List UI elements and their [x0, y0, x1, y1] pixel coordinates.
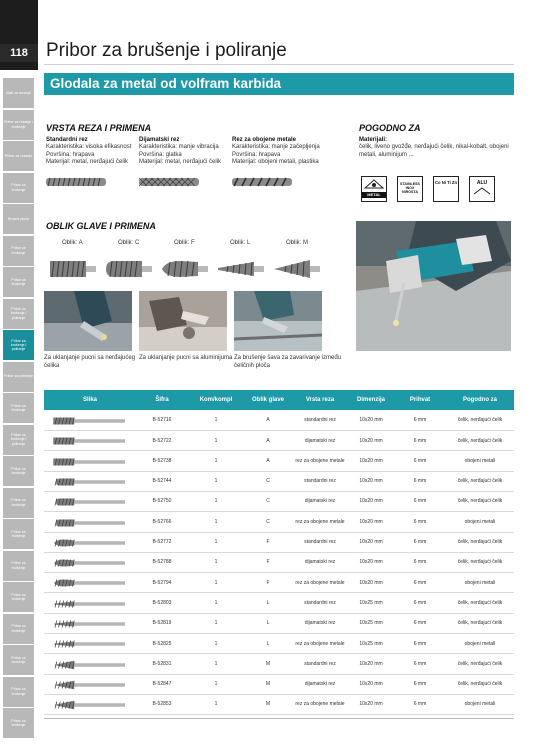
cut-type-title: Rez za obojene metale — [232, 137, 297, 143]
table-row — [44, 553, 514, 573]
sidebar-tab[interactable]: Pribor za brušenje i poliranje — [3, 330, 34, 360]
cell-cut: rez za obojene metale — [295, 457, 345, 464]
suitable-heading: POGODNO ZA — [359, 123, 421, 133]
sidebar-tab[interactable]: Pribor za brušenje — [3, 708, 34, 738]
sidebar-tab[interactable]: Pribor za poliranje — [3, 362, 34, 392]
cell-dimension: 10x20 mm — [359, 518, 383, 525]
cell-qty: 1 — [214, 539, 218, 545]
cell-shape: L — [266, 599, 270, 606]
shape-l-image — [216, 256, 264, 282]
table-row — [44, 452, 514, 472]
sidebar-tab[interactable]: Pribor za brušenje — [3, 456, 34, 486]
cell-suitable: čelik, nerđajući čelik — [457, 539, 503, 545]
cell-code: B-52722 — [152, 437, 172, 444]
cell-qty: 1 — [214, 640, 218, 647]
grinder-usage-photo — [356, 221, 511, 351]
shape-label-a: Oblik: A — [62, 240, 83, 246]
cell-dimension: 10x20 mm — [359, 417, 383, 424]
cell-qty: 1 — [214, 599, 218, 606]
cell-cut: standardni rez — [304, 478, 336, 485]
cut-type-nonferrous — [232, 137, 330, 166]
cell-dimension: 10x20 mm — [359, 457, 383, 464]
standard-cut-image — [46, 176, 106, 188]
tool-image — [44, 573, 136, 593]
cell-shank: 6 mm — [413, 620, 427, 627]
cell-shape: A — [266, 457, 270, 464]
sidebar-tab[interactable]: Pribor za brušenje — [3, 393, 34, 423]
cell-code: B-52750 — [152, 498, 172, 505]
tool-image — [44, 675, 136, 695]
table-row — [44, 655, 514, 675]
col-header-suitable: Pogodno za — [463, 397, 497, 403]
cut-type-line: Materijal: metal, nerđajući čelik — [139, 158, 222, 165]
cell-qty: 1 — [214, 437, 218, 444]
cell-shape: F — [266, 539, 270, 545]
cell-qty: 1 — [214, 457, 218, 464]
sidebar-tab[interactable]: Pribor za rezanje i brušenje — [3, 110, 34, 140]
cut-type-line: Karakteristika: visoka efikasnost — [46, 144, 132, 151]
table-row — [44, 411, 514, 431]
cell-dimension: 10x25 mm — [359, 620, 383, 627]
shape-label-l: Oblik: L — [230, 240, 251, 246]
cell-dimension: 10x20 mm — [359, 437, 383, 444]
sidebar-tab[interactable]: Pribor za brušenje — [3, 645, 34, 675]
cell-shank: 6 mm — [413, 437, 427, 444]
cell-suitable: obojeni metali — [464, 518, 496, 525]
shape-a-image — [48, 256, 96, 282]
tool-image — [44, 431, 136, 451]
table-row — [44, 492, 514, 512]
cell-qty: 1 — [214, 660, 218, 667]
cell-shape: M — [265, 681, 271, 688]
materials-text: čelik, liveno gvožđe, nerđajući čelik, nikal-kobalt, obojeni metali, aluminijum ... — [359, 144, 509, 158]
cell-qty: 1 — [214, 620, 218, 627]
weld-application-photo — [234, 291, 322, 351]
cell-shank: 6 mm — [413, 701, 427, 708]
shape-label-m: Oblik: M — [286, 240, 309, 246]
table-row — [44, 472, 514, 492]
col-header-qty: Kom/kompl — [199, 397, 233, 403]
cell-code: B-52825 — [152, 640, 172, 647]
cell-cut: dijamatski rez — [304, 681, 336, 688]
cell-suitable: čelik, nerđajući čelik — [457, 437, 503, 444]
shape-section-heading: OBLIK GLAVE I PRIMENA — [46, 221, 156, 231]
aluminium-application-photo — [139, 291, 227, 351]
section-banner: Glodala za metal od volfram karbida — [44, 73, 514, 95]
sidebar-tab[interactable]: Pribor za brušenje i poliranje — [3, 425, 34, 455]
product-table-header — [44, 390, 514, 410]
nonferrous-cut-image — [232, 176, 292, 188]
col-header-dimension: Dimenzija — [356, 397, 385, 403]
page-number: 118 — [0, 44, 38, 62]
cell-dimension: 10x20 mm — [359, 478, 383, 485]
cell-suitable: čelik, nerđajući čelik — [457, 599, 503, 606]
table-row — [44, 431, 514, 451]
cell-shape: M — [265, 660, 271, 667]
cell-shank: 6 mm — [413, 640, 427, 647]
sidebar-tab[interactable]: Pribor za brušenje — [3, 582, 34, 612]
cell-dimension: 10x20 mm — [359, 539, 383, 545]
stainless-icon: STAINLESS INOX NIROSTA — [397, 176, 423, 202]
cell-code: B-52738 — [152, 457, 172, 464]
cell-code: B-52772 — [152, 539, 172, 545]
tool-image — [44, 614, 136, 634]
sidebar-tab[interactable]: Pribor za brušenje — [3, 173, 34, 203]
cell-shape: L — [266, 640, 270, 647]
table-row — [44, 695, 514, 715]
sidebar-tab[interactable]: Pribor za brušenje — [3, 519, 34, 549]
cell-cut: rez za obojene metale — [295, 701, 345, 708]
cell-cut: dijamatski rez — [304, 498, 336, 505]
shape-m-image — [272, 256, 320, 282]
section-sidebar — [0, 0, 38, 755]
cell-cut: standardni rez — [304, 417, 336, 424]
tool-image — [44, 472, 136, 492]
cell-dimension: 10x20 mm — [359, 579, 383, 586]
cell-cut: standardni rez — [304, 599, 336, 606]
cell-code: B-52744 — [152, 478, 172, 485]
sidebar-tab[interactable]: Pribor za brušenje — [3, 677, 34, 707]
cell-qty: 1 — [214, 701, 218, 708]
cell-shank: 6 mm — [413, 559, 427, 566]
cell-dimension: 10x20 mm — [359, 701, 383, 708]
cell-dimension: 10x20 mm — [359, 681, 383, 688]
cut-type-standard — [46, 137, 144, 166]
tool-image — [44, 513, 136, 533]
cell-shape: M — [265, 701, 271, 708]
cut-type-line: Površina: glatka — [139, 151, 182, 158]
table-row — [44, 573, 514, 593]
cell-shank: 6 mm — [413, 457, 427, 464]
cell-code: B-52831 — [152, 660, 172, 667]
col-header-image: Slika — [82, 397, 97, 403]
cell-suitable: čelik, nerđajući čelik — [457, 417, 503, 424]
caption-stainless: Za uklanjanje pucni sa nerđajućeg čelika — [44, 355, 136, 369]
tool-image — [44, 492, 136, 512]
cell-shank: 6 mm — [413, 660, 427, 667]
tool-image — [44, 634, 136, 654]
table-row — [44, 513, 514, 533]
tool-image — [44, 695, 136, 715]
cell-suitable: obojeni metali — [464, 701, 496, 708]
cell-suitable: čelik, nerđajući čelik — [457, 498, 503, 505]
cut-type-line: Materijal: metal, nerđajući čelik — [46, 158, 129, 165]
cell-code: B-52803 — [152, 599, 172, 606]
sidebar-tab[interactable]: Pribor za brušenje — [3, 488, 34, 518]
cell-dimension: 10x25 mm — [359, 640, 383, 647]
cell-shank: 6 mm — [413, 599, 427, 606]
materials-title: Materijali: — [359, 137, 388, 143]
cell-suitable: obojeni metali — [464, 579, 496, 586]
materials-block — [359, 137, 511, 159]
cell-cut: rez za obojene metale — [295, 518, 345, 525]
cell-dimension: 10x25 mm — [359, 599, 383, 606]
stainless-application-photo — [44, 291, 132, 351]
cell-shape: C — [266, 478, 270, 485]
shape-c-image — [104, 256, 152, 282]
cell-shank: 6 mm — [413, 681, 427, 688]
cell-shank: 6 mm — [413, 539, 427, 545]
table-row — [44, 614, 514, 634]
page-title: Pribor za brušenje i poliranje — [46, 40, 287, 61]
cell-shape: F — [266, 559, 270, 566]
tool-image — [44, 655, 136, 675]
nonferrous-icon: Co Ni Ti Zn — [433, 176, 459, 202]
cut-type-title: Dijamatski rez — [139, 137, 180, 143]
tool-image — [44, 594, 136, 614]
cell-shape: A — [266, 437, 270, 444]
cell-dimension: 10x20 mm — [359, 559, 383, 566]
cell-shape: C — [266, 498, 270, 505]
cell-suitable: čelik, nerđajući čelik — [457, 559, 503, 566]
cell-cut: rez za obojene metale — [295, 579, 345, 586]
cell-shank: 6 mm — [413, 579, 427, 586]
cell-shape: C — [266, 518, 270, 525]
cell-cut: standardni rez — [304, 660, 336, 667]
diamond-cut-image — [139, 176, 199, 188]
cell-code: B-52788 — [152, 559, 172, 566]
cell-shape: L — [266, 620, 270, 627]
table-row — [44, 533, 514, 553]
sidebar-tab[interactable]: Alati za rezanje — [3, 78, 34, 108]
sidebar-tab[interactable]: Pribor za brušenje — [3, 236, 34, 266]
sidebar-tab[interactable]: Brusne ploče — [3, 204, 34, 234]
col-header-code: Šifra — [155, 397, 169, 403]
col-header-cut: Vrsta reza — [305, 397, 335, 403]
cell-shank: 6 mm — [413, 498, 427, 505]
cell-shank: 6 mm — [413, 478, 427, 485]
title-divider — [44, 64, 514, 65]
cut-type-line: Površina: hrapava — [46, 151, 95, 158]
cell-suitable: čelik, nerđajući čelik — [457, 681, 503, 688]
table-row — [44, 675, 514, 695]
cell-qty: 1 — [214, 518, 218, 525]
shape-label-c: Oblik: C — [118, 240, 140, 246]
cell-suitable: čelik, nerđajući čelik — [457, 660, 503, 667]
table-bottom-rule — [44, 718, 514, 719]
cell-cut: dijamatski rez — [304, 437, 336, 444]
table-row — [44, 594, 514, 614]
cell-shape: F — [266, 579, 270, 586]
sidebar-tab[interactable]: Pribor za brušenje — [3, 614, 34, 644]
aluminium-icon: ALU — [469, 176, 495, 202]
cell-dimension: 10x20 mm — [359, 660, 383, 667]
tool-image — [44, 452, 136, 472]
cell-qty: 1 — [214, 498, 218, 505]
cell-suitable: čelik, nerđajući čelik — [457, 620, 503, 627]
sidebar-tab[interactable]: Pribor za rezanje — [3, 141, 34, 171]
cell-suitable: obojeni metali — [464, 457, 496, 464]
caption-weld: Za brušenje šava za zavarivanje između čeličnih ploča — [234, 355, 342, 369]
cut-type-diamond — [139, 137, 237, 166]
cell-code: B-52819 — [152, 620, 172, 627]
tool-image — [44, 533, 136, 553]
sidebar-tab[interactable]: Pribor za brušenje i poliranje — [3, 299, 34, 329]
cell-code: B-52853 — [152, 701, 172, 708]
cell-suitable: čelik, nerđajući čelik — [457, 478, 503, 485]
cell-cut: dijamatski rez — [304, 559, 336, 566]
sidebar-tab[interactable]: Pribor za brušenje — [3, 267, 34, 297]
cell-code: B-52847 — [152, 681, 172, 688]
cut-type-line: Materijal: obojeni metali, plastika — [232, 158, 319, 165]
cell-qty: 1 — [214, 559, 218, 566]
cell-shape: A — [266, 417, 270, 424]
shape-label-f: Oblik: F — [174, 240, 195, 246]
cell-dimension: 10x20 mm — [359, 498, 383, 505]
cut-type-line: Karakteristika: manje začepljenja — [232, 144, 320, 151]
cell-cut: rez za obojene metale — [295, 640, 345, 647]
cut-type-line: Karakteristika: manje vibracija — [139, 144, 219, 151]
cell-cut: dijamatski rez — [304, 620, 336, 627]
caption-aluminium: Za uklanjanje pucni sa aluminijuma — [139, 355, 233, 361]
col-header-shape: Oblik glave — [251, 397, 284, 403]
cut-type-line: Površina: hrapava — [232, 151, 281, 158]
cut-type-title: Standardni rez — [46, 137, 88, 143]
cell-code: B-52716 — [152, 417, 172, 424]
sidebar-tab[interactable]: Pribor za brušenje — [3, 551, 34, 581]
cell-suitable: obojeni metali — [464, 640, 496, 647]
cell-qty: 1 — [214, 417, 218, 424]
tool-image — [44, 411, 136, 431]
cell-shank: 6 mm — [413, 518, 427, 525]
col-header-shank: Prihvat — [409, 397, 431, 403]
cell-qty: 1 — [214, 478, 218, 485]
cell-code: B-52794 — [152, 579, 172, 586]
cell-qty: 1 — [214, 681, 218, 688]
shape-f-image — [160, 256, 208, 282]
cut-section-heading: VRSTA REZA I PRIMENA — [46, 123, 152, 133]
cell-shank: 6 mm — [413, 417, 427, 424]
tool-image — [44, 553, 136, 573]
table-row — [44, 634, 514, 654]
cell-code: B-52766 — [152, 518, 172, 525]
metal-icon: METAL — [361, 176, 387, 202]
cell-qty: 1 — [214, 579, 218, 586]
cell-cut: standardni rez — [304, 539, 336, 545]
